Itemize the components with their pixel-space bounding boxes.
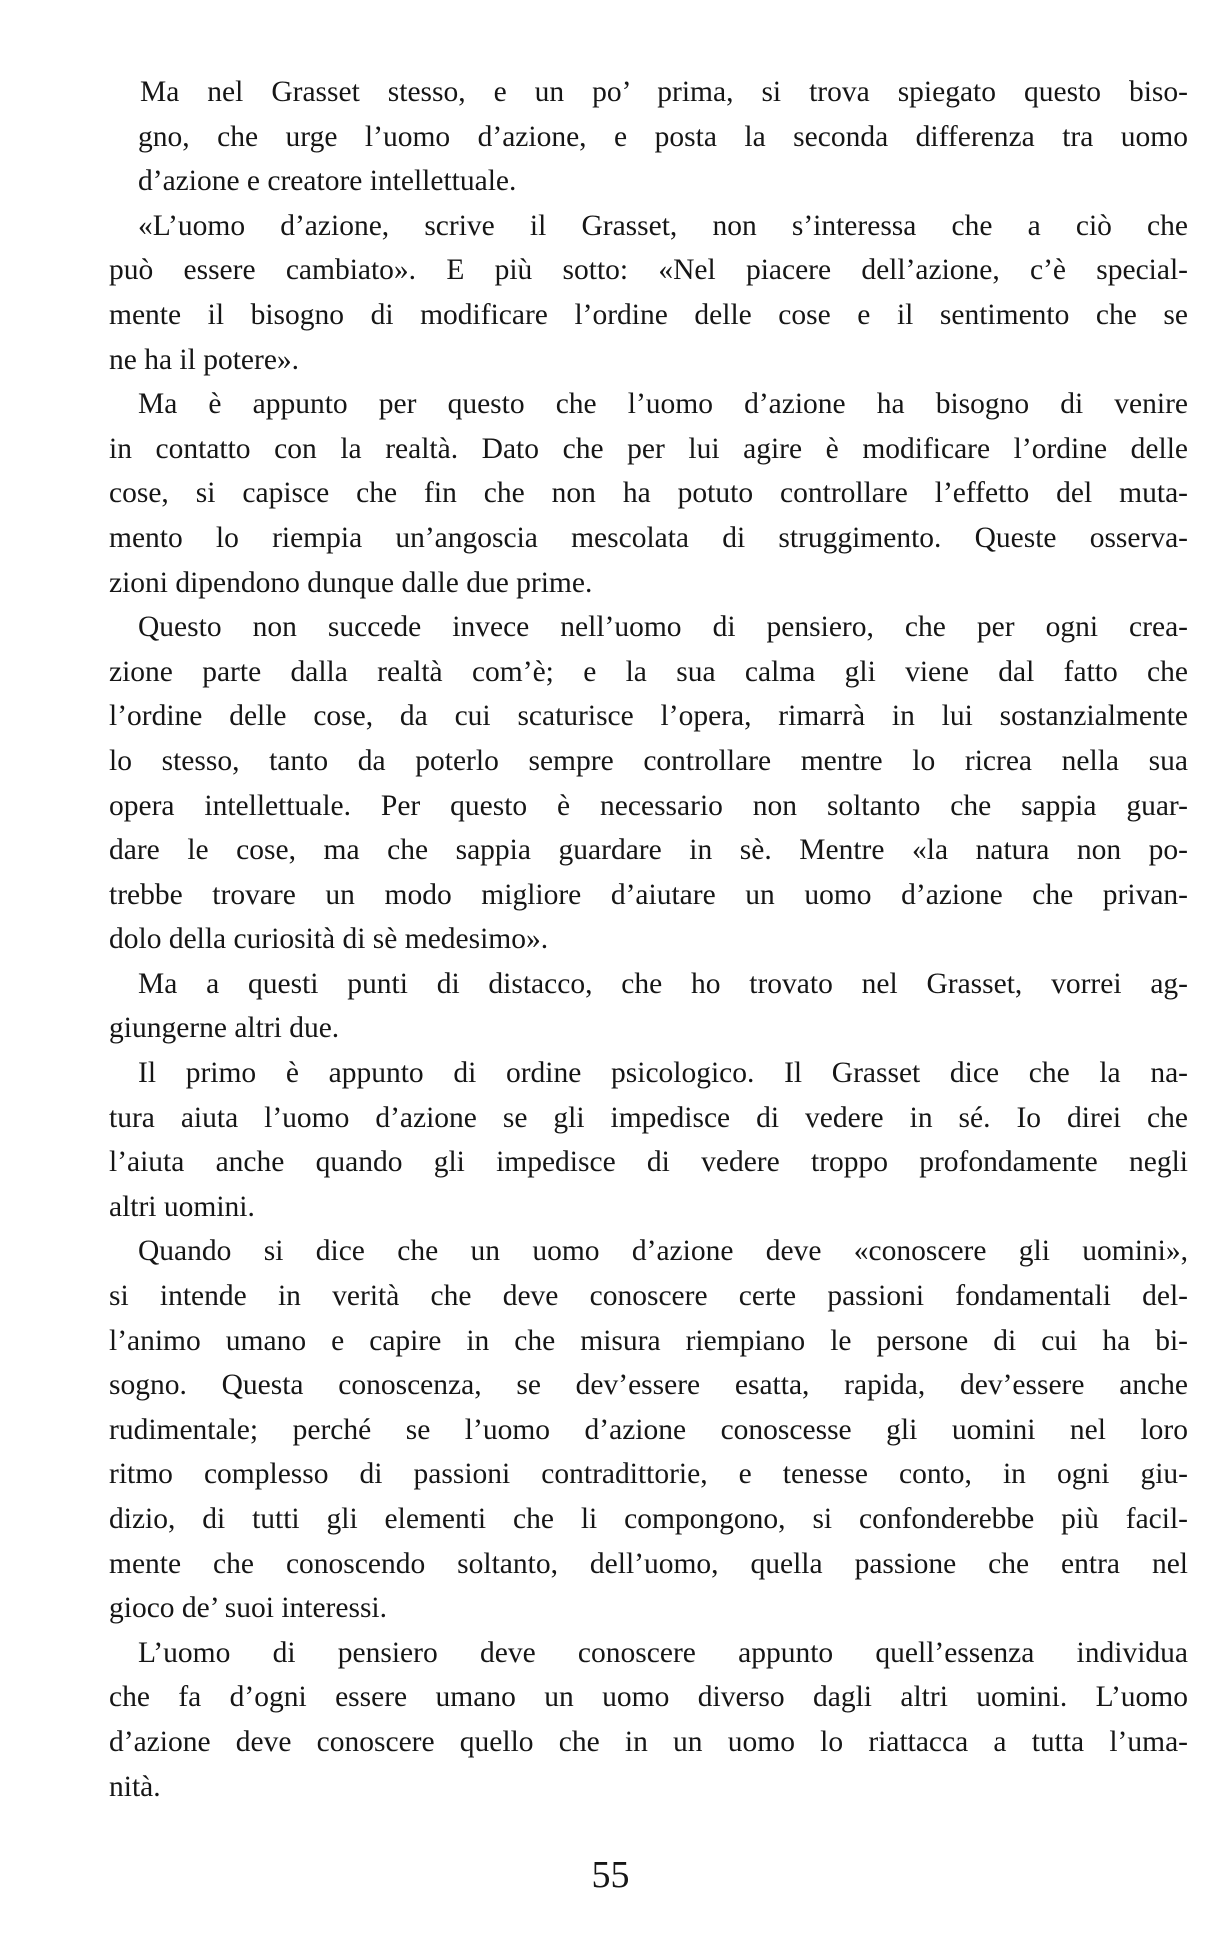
- text-line: zione parte dalla realtà com’è; e la sua calma gli viene dal fatto che: [109, 655, 1188, 688]
- text-line: d’azione deve conoscere quello che in un uomo lo riattacca a tutta l’uma-: [109, 1725, 1188, 1758]
- text-line: sogno. Questa conoscenza, se dev’essere esatta, rapida, dev’essere anche: [109, 1369, 1188, 1402]
- text-line: ritmo complesso di passioni contradittorie, e tenesse conto, in ogni giu-: [109, 1458, 1188, 1491]
- text-line: giungerne altri due.: [109, 1012, 340, 1045]
- text-line: mente il bisogno di modificare l’ordine delle cose e il sentimento che se: [109, 298, 1188, 331]
- text-line: Ma a questi punti di distacco, che ho trovato nel Grasset, vorrei ag-: [138, 967, 1188, 1000]
- text-line: mente che conoscendo soltanto, dell’uomo, quella passione che entra nel: [109, 1547, 1188, 1580]
- text-line: l’aiuta anche quando gli impedisce di vedere troppo profondamente negli: [109, 1146, 1188, 1179]
- text-line: dolo della curiosità di sè medesimo».: [109, 923, 549, 956]
- text-line: l’animo umano e capire in che misura riempiano le persone di cui ha bi-: [109, 1324, 1188, 1357]
- page-number: 55: [591, 1854, 630, 1896]
- text-line: gno, che urge l’uomo d’azione, e posta la seconda differenza tra uomo: [138, 120, 1188, 153]
- text-line: zioni dipendono dunque dalle due prime.: [109, 566, 593, 599]
- text-line: opera intellettuale. Per questo è necessario non soltanto che sappia guar-: [109, 789, 1188, 822]
- text-line: Quando si dice che un uomo d’azione deve «conoscere gli uomini»,: [138, 1235, 1188, 1268]
- text-line: che fa d’ogni essere umano un uomo diverso dagli altri uomini. L’uomo: [109, 1681, 1188, 1714]
- text-line: tura aiuta l’uomo d’azione se gli impedisce di vedere in sé. Io direi che: [109, 1101, 1188, 1134]
- text-line: dare le cose, ma che sappia guardare in sè. Mentre «la natura non po-: [109, 834, 1188, 867]
- text-line: Il primo è appunto di ordine psicologico. Il Grasset dice che la na-: [138, 1057, 1188, 1090]
- text-line: Ma è appunto per questo che l’uomo d’azione ha bisogno di venire: [138, 388, 1188, 421]
- text-line: gioco de’ suoi interessi.: [109, 1592, 388, 1625]
- text-line: lo stesso, tanto da poterlo sempre controllare mentre lo ricrea nella sua: [109, 744, 1188, 777]
- text-line: cose, si capisce che fin che non ha potuto controllare l’effetto del muta-: [109, 477, 1188, 510]
- text-line: altri uomini.: [109, 1190, 255, 1223]
- text-line: trebbe trovare un modo migliore d’aiutare un uomo d’azione che privan-: [109, 878, 1188, 911]
- text-line: «L’uomo d’azione, scrive il Grasset, non s’interessa che a ciò che: [138, 209, 1188, 242]
- text-line: Ma nel Grasset stesso, e un po’ prima, si trova spiegato questo biso-: [140, 76, 1188, 108]
- text-line: nità.: [109, 1770, 161, 1803]
- text-line: mento lo riempia un’angoscia mescolata di struggimento. Queste osserva-: [109, 521, 1188, 554]
- text-line: si intende in verità che deve conoscere certe passioni fondamentali del-: [109, 1280, 1188, 1313]
- text-line: dizio, di tutti gli elementi che li compongono, si confonderebbe più facil-: [109, 1503, 1188, 1535]
- text-line: può essere cambiato». E più sotto: «Nel piacere dell’azione, c’è special-: [109, 254, 1188, 287]
- text-line: l’ordine delle cose, da cui scaturisce l’opera, rimarrà in lui sostanzialmente: [109, 700, 1188, 733]
- body-text: [109, 70, 1188, 1809]
- text-line: rudimentale; perché se l’uomo d’azione conoscesse gli uomini nel loro: [109, 1413, 1188, 1446]
- text-line: d’azione e creatore intellettuale.: [138, 165, 517, 198]
- text-line: Questo non succede invece nell’uomo di pensiero, che per ogni crea-: [138, 611, 1188, 644]
- text-line: in contatto con la realtà. Dato che per lui agire è modificare l’ordine delle: [109, 432, 1188, 465]
- text-line: L’uomo di pensiero deve conoscere appunto quell’essenza individua: [138, 1636, 1188, 1669]
- text-line: ne ha il potere».: [109, 343, 300, 376]
